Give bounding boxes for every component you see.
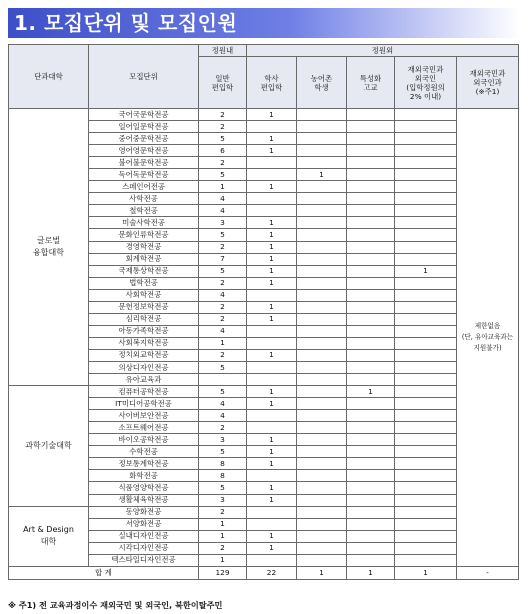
special-cell: [347, 181, 395, 193]
unit-cell: 문헌정보학전공: [89, 301, 199, 313]
college-name: Art & Design: [23, 525, 74, 535]
rural-cell: [297, 289, 347, 301]
unit-cell: 경영학전공: [89, 241, 199, 253]
total-overseas2: -: [457, 566, 519, 579]
table-row: [9, 109, 519, 121]
rural-cell: [297, 386, 347, 398]
bachelor-cell: [247, 470, 297, 482]
rural-cell: [297, 121, 347, 133]
total-bachelor: 22: [247, 566, 297, 579]
general-cell: 3: [199, 494, 247, 506]
bachelor-cell: [247, 410, 297, 422]
unit-cell: 시각디자인전공: [89, 542, 199, 554]
special-cell: [347, 217, 395, 229]
college-name: 대학: [40, 537, 57, 547]
special-cell: [347, 530, 395, 542]
rural-cell: [297, 554, 347, 566]
general-cell: 1: [199, 518, 247, 530]
special-cell: [347, 109, 395, 121]
bachelor-cell: [247, 193, 297, 205]
rural-cell: [297, 157, 347, 169]
special-cell: [347, 241, 395, 253]
overseas-cell: [395, 458, 457, 470]
special-cell: [347, 494, 395, 506]
college-cell: [9, 506, 89, 566]
rural-cell: [297, 422, 347, 434]
unit-cell: 아동가족학전공: [89, 325, 199, 337]
overseas-cell: [395, 205, 457, 217]
bachelor-cell: 1: [247, 349, 297, 361]
general-cell: 2: [199, 301, 247, 313]
bachelor-cell: [247, 554, 297, 566]
general-cell: 2: [199, 241, 247, 253]
bachelor-cell: 1: [247, 109, 297, 121]
bachelor-cell: 1: [247, 482, 297, 494]
rural-cell: [297, 109, 347, 121]
general-cell: 8: [199, 470, 247, 482]
bachelor-cell: [247, 374, 297, 386]
general-cell: 1: [199, 530, 247, 542]
total-label: 합 계: [9, 566, 199, 579]
unit-cell: 바이오공학전공: [89, 434, 199, 446]
unit-cell: 서양화전공: [89, 518, 199, 530]
special-cell: [347, 253, 395, 265]
bachelor-cell: 1: [247, 277, 297, 289]
group-outside-header: 정원외: [247, 45, 519, 57]
bachelor-cell: 1: [247, 133, 297, 145]
special-cell: [347, 193, 395, 205]
general-cell: [199, 374, 247, 386]
total-overseas: 1: [395, 566, 457, 579]
rural-cell: [297, 446, 347, 458]
bachelor-cell: 1: [247, 494, 297, 506]
bachelor-cell: 1: [247, 446, 297, 458]
admission-table: [8, 44, 519, 580]
special-cell: 1: [347, 386, 395, 398]
general-cell: 3: [199, 434, 247, 446]
rural-cell: [297, 241, 347, 253]
col-special-header: 특성화 고교: [347, 57, 395, 109]
special-cell: [347, 361, 395, 373]
special-cell: [347, 133, 395, 145]
bachelor-cell: 1: [247, 530, 297, 542]
bachelor-cell: 1: [247, 217, 297, 229]
unit-cell: 생활체육학전공: [89, 494, 199, 506]
general-cell: 2: [199, 121, 247, 133]
special-cell: [347, 121, 395, 133]
rural-cell: [297, 482, 347, 494]
unit-cell: 사학전공: [89, 193, 199, 205]
special-cell: [347, 169, 395, 181]
general-cell: 4: [199, 289, 247, 301]
general-cell: 7: [199, 253, 247, 265]
overseas-cell: [395, 289, 457, 301]
bachelor-cell: [247, 518, 297, 530]
unit-cell: 컴퓨터공학전공: [89, 386, 199, 398]
general-cell: 5: [199, 386, 247, 398]
unit-cell: 중어중문학전공: [89, 133, 199, 145]
rural-cell: [297, 205, 347, 217]
unit-cell: IT미디어공학전공: [89, 398, 199, 410]
general-cell: 8: [199, 458, 247, 470]
general-cell: 3: [199, 217, 247, 229]
college-cell: [9, 386, 89, 506]
rural-cell: [297, 506, 347, 518]
bachelor-cell: [247, 157, 297, 169]
special-cell: [347, 277, 395, 289]
special-cell: [347, 325, 395, 337]
special-cell: [347, 289, 395, 301]
rural-cell: 1: [297, 169, 347, 181]
overseas-cell: [395, 253, 457, 265]
bachelor-cell: 1: [247, 145, 297, 157]
bachelor-cell: 1: [247, 241, 297, 253]
unit-cell: 국제통상학전공: [89, 265, 199, 277]
unit-cell: 사이버보안전공: [89, 410, 199, 422]
unit-cell: 일어일문학전공: [89, 121, 199, 133]
overseas-cell: [395, 530, 457, 542]
bachelor-cell: [247, 506, 297, 518]
special-cell: [347, 542, 395, 554]
total-general: 129: [199, 566, 247, 579]
general-cell: 4: [199, 410, 247, 422]
special-cell: [347, 458, 395, 470]
unit-cell: 법학전공: [89, 277, 199, 289]
overseas-cell: [395, 434, 457, 446]
unit-cell: 정보통계학전공: [89, 458, 199, 470]
general-cell: 1: [199, 181, 247, 193]
total-row: [9, 566, 519, 579]
bachelor-cell: 1: [247, 229, 297, 241]
general-cell: 5: [199, 446, 247, 458]
general-cell: 5: [199, 133, 247, 145]
overseas-cell: [395, 470, 457, 482]
bachelor-cell: [247, 205, 297, 217]
rural-cell: [297, 530, 347, 542]
col-general-header: 일반 편입학: [199, 57, 247, 109]
unit-cell: 사회복지학전공: [89, 337, 199, 349]
general-cell: 4: [199, 205, 247, 217]
unit-cell: 식품영양학전공: [89, 482, 199, 494]
col-bachelor-header: 학사 편입학: [247, 57, 297, 109]
bachelor-cell: [247, 289, 297, 301]
rural-cell: [297, 253, 347, 265]
general-cell: 2: [199, 542, 247, 554]
overseas-cell: [395, 518, 457, 530]
rural-cell: [297, 133, 347, 145]
bachelor-cell: 1: [247, 542, 297, 554]
rural-cell: [297, 542, 347, 554]
overseas-cell: [395, 325, 457, 337]
special-cell: [347, 301, 395, 313]
special-cell: [347, 554, 395, 566]
overseas-cell: [395, 410, 457, 422]
bachelor-cell: 1: [247, 434, 297, 446]
unit-cell: 철학전공: [89, 205, 199, 217]
unit-cell: 불어불문학전공: [89, 157, 199, 169]
general-cell: 2: [199, 313, 247, 325]
rural-cell: [297, 494, 347, 506]
general-cell: 2: [199, 506, 247, 518]
special-cell: [347, 265, 395, 277]
unit-cell: 심리학전공: [89, 313, 199, 325]
college-name: 글로벌: [36, 236, 61, 246]
rural-cell: [297, 337, 347, 349]
rural-cell: [297, 470, 347, 482]
bachelor-cell: 1: [247, 313, 297, 325]
overseas-cell: [395, 337, 457, 349]
bachelor-cell: 1: [247, 253, 297, 265]
overseas-cell: [395, 398, 457, 410]
bachelor-cell: 1: [247, 458, 297, 470]
unit-cell: 동양화전공: [89, 506, 199, 518]
general-cell: 4: [199, 193, 247, 205]
overseas-cell: [395, 494, 457, 506]
unit-cell: 화학전공: [89, 470, 199, 482]
general-cell: 2: [199, 157, 247, 169]
bachelor-cell: 1: [247, 301, 297, 313]
overseas-cell: [395, 386, 457, 398]
unit-cell: 영어영문학전공: [89, 145, 199, 157]
unit-cell: 수학전공: [89, 446, 199, 458]
total-rural: 1: [297, 566, 347, 579]
bachelor-cell: 1: [247, 265, 297, 277]
rural-cell: [297, 361, 347, 373]
group-within-header: 정원내: [199, 45, 247, 57]
overseas-cell: [395, 313, 457, 325]
section-title: 1. 모집단위 및 모집인원: [14, 11, 238, 35]
special-cell: [347, 337, 395, 349]
college-cell: [9, 109, 89, 386]
overseas-cell: 1: [395, 265, 457, 277]
unit-cell: 의상디자인전공: [89, 361, 199, 373]
general-cell: 1: [199, 337, 247, 349]
overseas-cell: [395, 506, 457, 518]
special-cell: [347, 374, 395, 386]
total-special: 1: [347, 566, 395, 579]
bachelor-cell: [247, 361, 297, 373]
col-rural-header: 농어촌 학생: [297, 57, 347, 109]
general-cell: 4: [199, 325, 247, 337]
note-line: 제한없음: [474, 321, 501, 330]
bachelor-cell: [247, 169, 297, 181]
college-name: 과학기술대학: [25, 440, 72, 450]
special-cell: [347, 145, 395, 157]
general-cell: 4: [199, 398, 247, 410]
overseas-cell: [395, 361, 457, 373]
rural-cell: [297, 217, 347, 229]
special-cell: [347, 518, 395, 530]
rural-cell: [297, 458, 347, 470]
general-cell: 5: [199, 361, 247, 373]
unit-cell: 실내디자인전공: [89, 530, 199, 542]
overseas-cell: [395, 109, 457, 121]
overseas-cell: [395, 121, 457, 133]
special-cell: [347, 506, 395, 518]
rural-cell: [297, 229, 347, 241]
table-body: [9, 109, 519, 567]
general-cell: 5: [199, 229, 247, 241]
unit-cell: 문화인류학전공: [89, 229, 199, 241]
overseas-cell: [395, 349, 457, 361]
special-cell: [347, 482, 395, 494]
overseas-cell: [395, 542, 457, 554]
general-cell: 2: [199, 349, 247, 361]
no-limit-note: [457, 109, 519, 567]
rural-cell: [297, 518, 347, 530]
bachelor-cell: [247, 325, 297, 337]
special-cell: [347, 205, 395, 217]
unit-cell: 독어독문학전공: [89, 169, 199, 181]
rural-cell: [297, 410, 347, 422]
general-cell: 1: [199, 554, 247, 566]
unit-cell: 스페인어전공: [89, 181, 199, 193]
rural-cell: [297, 349, 347, 361]
special-cell: [347, 470, 395, 482]
unit-cell: 국어국문학전공: [89, 109, 199, 121]
overseas-cell: [395, 181, 457, 193]
rural-cell: [297, 434, 347, 446]
special-cell: [347, 349, 395, 361]
rural-cell: [297, 193, 347, 205]
rural-cell: [297, 313, 347, 325]
special-cell: [347, 422, 395, 434]
overseas-cell: [395, 277, 457, 289]
college-name: 융합대학: [33, 248, 64, 258]
unit-cell: 소프트웨어전공: [89, 422, 199, 434]
note-line: 지원불가): [473, 343, 502, 352]
rural-cell: [297, 277, 347, 289]
rural-cell: [297, 181, 347, 193]
unit-cell: 정치외교학전공: [89, 349, 199, 361]
general-cell: 2: [199, 422, 247, 434]
overseas-cell: [395, 193, 457, 205]
note-line: (단, 유아교육과는: [461, 332, 514, 341]
col-college-header: 단과대학: [9, 45, 89, 109]
rural-cell: [297, 145, 347, 157]
rural-cell: [297, 398, 347, 410]
section-header: [8, 8, 520, 38]
overseas-cell: [395, 554, 457, 566]
unit-cell: 텍스타일디자인전공: [89, 554, 199, 566]
rural-cell: [297, 374, 347, 386]
col-overseas2-header: 재외국민과 외국인과 (※주1): [457, 57, 519, 109]
bachelor-cell: 1: [247, 398, 297, 410]
overseas-cell: [395, 241, 457, 253]
col-unit-header: 모집단위: [89, 45, 199, 109]
general-cell: 5: [199, 169, 247, 181]
overseas-cell: [395, 482, 457, 494]
overseas-cell: [395, 133, 457, 145]
special-cell: [347, 313, 395, 325]
bachelor-cell: [247, 121, 297, 133]
rural-cell: [297, 325, 347, 337]
bachelor-cell: [247, 422, 297, 434]
table-row: [9, 386, 519, 398]
special-cell: [347, 398, 395, 410]
special-cell: [347, 229, 395, 241]
overseas-cell: [395, 446, 457, 458]
unit-cell: 미술사학전공: [89, 217, 199, 229]
general-cell: 5: [199, 265, 247, 277]
special-cell: [347, 434, 395, 446]
general-cell: 2: [199, 109, 247, 121]
overseas-cell: [395, 229, 457, 241]
overseas-cell: [395, 217, 457, 229]
general-cell: 5: [199, 482, 247, 494]
special-cell: [347, 410, 395, 422]
overseas-cell: [395, 145, 457, 157]
overseas-cell: [395, 301, 457, 313]
table-row: [9, 506, 519, 518]
bachelor-cell: [247, 337, 297, 349]
bachelor-cell: 1: [247, 386, 297, 398]
unit-cell: 유아교육과: [89, 374, 199, 386]
general-cell: 2: [199, 277, 247, 289]
footnote: ※ 주1) 전 교육과정이수 재외국민 및 외국인, 북한이탈주민: [8, 600, 223, 610]
special-cell: [347, 157, 395, 169]
col-overseas-header: 재외국민과 외국인 (입학정원의 2% 이내): [395, 57, 457, 109]
overseas-cell: [395, 157, 457, 169]
overseas-cell: [395, 422, 457, 434]
overseas-cell: [395, 374, 457, 386]
rural-cell: [297, 265, 347, 277]
overseas-cell: [395, 169, 457, 181]
unit-cell: 사회학전공: [89, 289, 199, 301]
bachelor-cell: 1: [247, 181, 297, 193]
special-cell: [347, 446, 395, 458]
general-cell: 6: [199, 145, 247, 157]
unit-cell: 회계학전공: [89, 253, 199, 265]
rural-cell: [297, 301, 347, 313]
